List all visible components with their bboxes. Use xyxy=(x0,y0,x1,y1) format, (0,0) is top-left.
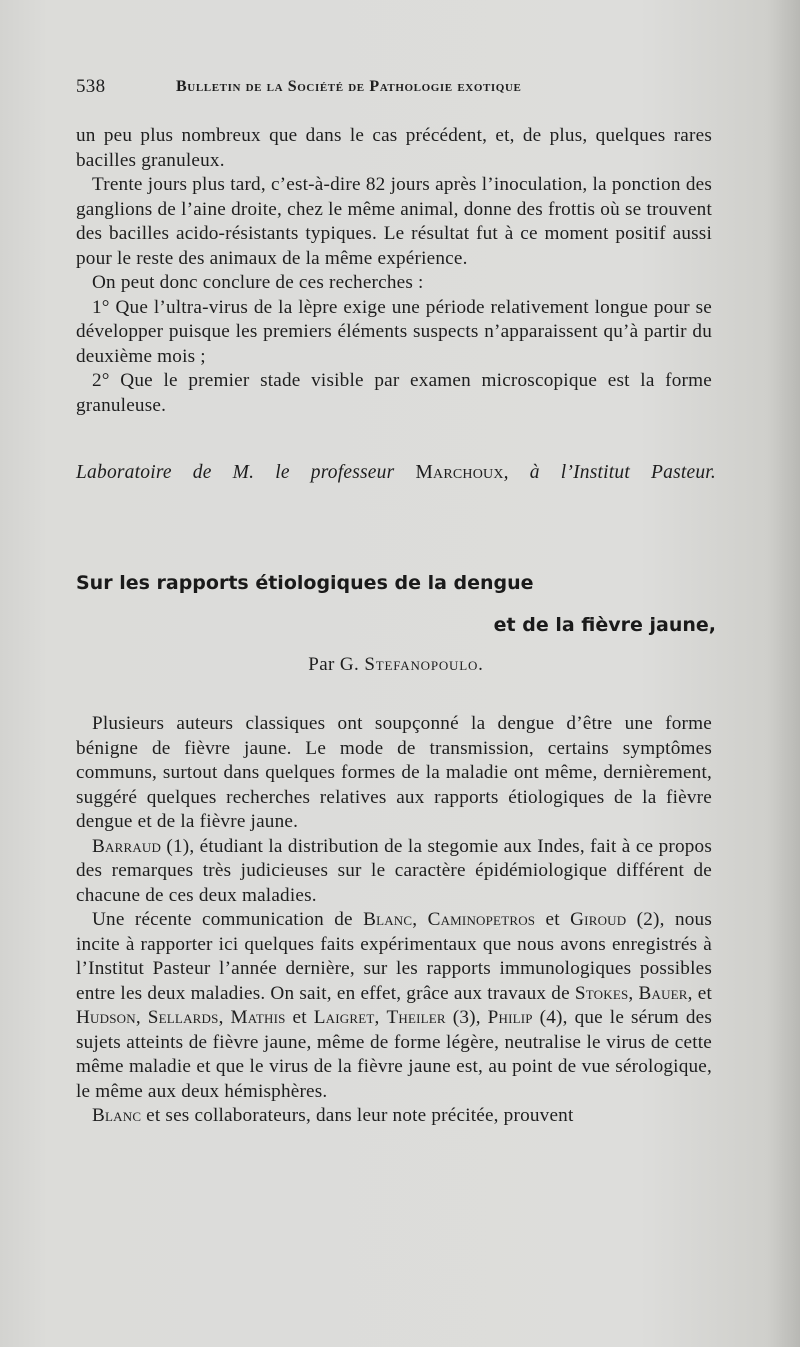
text-run: , xyxy=(218,1007,231,1028)
text-run: et xyxy=(285,1007,314,1028)
text-run: et ses collaborateurs, dans leur note précitée, prouvent xyxy=(141,1105,574,1126)
author-line xyxy=(76,654,716,676)
previous-article-body xyxy=(76,124,712,418)
author-ref: Bauer xyxy=(638,982,688,1004)
author-ref: Blanc xyxy=(92,1105,142,1126)
author-ref: Laigret xyxy=(313,1007,375,1028)
conclusion-item: 1° Que l’ultra-virus de la lèpre exige une période relativement longue pour se développer puisque les premiers éléments suspects n’apparaissent qu’à partir du deuxième mois ; xyxy=(76,296,712,367)
paragraph: un peu plus nombreux que dans le cas précédent, et, de plus, quelques rares bacilles granuleux. xyxy=(76,125,712,171)
journal-title: Bulletin de la Société de Pathologie exotique xyxy=(176,78,522,95)
author-ref: Hudson xyxy=(76,1007,136,1028)
text-run: , xyxy=(412,909,428,930)
conclusion-item: 2° Que le premier stade visible par examen microscopique est la forme granuleuse. xyxy=(76,370,712,416)
text-run: (2), nous incite à rapporter ici quelques faits expérimentaux que nous avons enregistrés à l’Institut Pasteur l’année dernière, sur les rapports immunologiques possibles entre les deux maladies. On sait, en effet, grâce aux travaux de xyxy=(76,909,712,1004)
text-run: (1), étudiant la distribution de la stegomie aux Indes, fait à ce propos des remarques très judicieuses sur le caractère épidémiologique différent de chacune de ces deux maladies. xyxy=(76,835,712,906)
article-title-line-2: et de la fièvre jaune, xyxy=(493,614,716,636)
author-ref: Sellards xyxy=(147,1007,219,1028)
author-ref: Giroud xyxy=(570,909,627,930)
article-title-line-1: Sur les rapports étiologiques de la dengue xyxy=(76,572,534,594)
affiliation-name: Marchoux xyxy=(415,462,504,483)
affiliation-lab: Laboratoire de M. le professeur xyxy=(76,462,416,483)
running-header xyxy=(76,76,716,100)
affiliation-institute: , à l’Institut Pasteur. xyxy=(503,462,716,483)
paragraph xyxy=(76,1104,712,1129)
text-run: , et xyxy=(687,982,712,1004)
paragraph xyxy=(76,835,712,909)
author-ref: Barraud xyxy=(92,835,162,857)
author-prefix: Par G. xyxy=(308,654,365,675)
affiliation-line xyxy=(76,462,716,484)
author-ref: Caminopetros xyxy=(427,909,536,930)
text-run: (3), xyxy=(445,1007,488,1028)
article-body xyxy=(76,712,712,1129)
paragraph: Trente jours plus tard, c’est-à-dire 82 jours après l’inoculation, la ponction des ganglions de l’aine droite, chez le même animal, donne des frottis où se trouvent des bacilles acido-résistants typiques. Le résultat fut à ce moment positif aussi pour le reste des animaux de la même expérience. xyxy=(76,174,712,269)
author-name: Stefanopoulo. xyxy=(364,654,484,675)
paragraph: Plusieurs auteurs classiques ont soupçonné la dengue d’être une forme bénigne de fièvre jaune. Le mode de transmission, certains symptômes communs, surtout dans quelques formes de la maladie ont même, dernièrement, suggéré quelques recherches relatives aux rapports étiologiques de la fièvre dengue et de la fièvre jaune. xyxy=(76,713,712,832)
author-ref: Mathis xyxy=(230,1007,286,1028)
author-ref: Blanc xyxy=(363,909,413,930)
paragraph xyxy=(76,908,712,1104)
author-ref: Philip xyxy=(487,1007,533,1028)
text-run: , xyxy=(628,982,639,1004)
text-run: (4), que le sérum des sujets atteints de fièvre jaune, même de forme légère, neutralise le virus de cette même maladie et que le virus de la fièvre jaune est, au point de vue sérologique, le même aux deux hémisphères. xyxy=(76,1007,712,1102)
page-number: 538 xyxy=(76,76,106,97)
paragraph: On peut donc conclure de ces recherches : xyxy=(92,272,424,293)
author-ref: Stokes xyxy=(574,982,629,1004)
text-run: , xyxy=(374,1007,387,1028)
author-ref: Theiler xyxy=(386,1007,446,1028)
text-run: Une récente communication de xyxy=(92,909,364,930)
text-run: , xyxy=(135,1007,148,1028)
text-run: et xyxy=(535,909,571,930)
